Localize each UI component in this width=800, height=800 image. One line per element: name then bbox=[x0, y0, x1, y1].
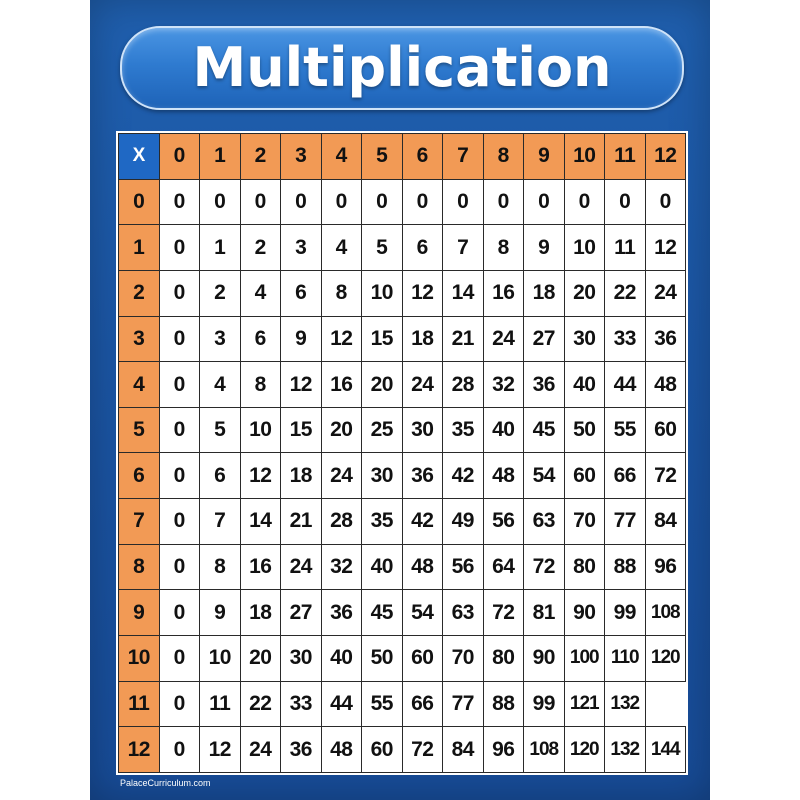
table-row bbox=[119, 727, 686, 773]
column-header: 1 bbox=[200, 134, 241, 180]
table-cell: 40 bbox=[564, 362, 605, 408]
table-cell: 10 bbox=[564, 225, 605, 271]
table-cell: 66 bbox=[402, 681, 443, 727]
table-cell: 40 bbox=[483, 407, 524, 453]
table-cell: 20 bbox=[362, 362, 403, 408]
table-row bbox=[119, 270, 686, 316]
table-cell: 5 bbox=[200, 407, 241, 453]
column-header: 6 bbox=[402, 134, 443, 180]
table-cell: 0 bbox=[605, 179, 646, 225]
table-cell: 120 bbox=[564, 727, 605, 773]
table-cell: 4 bbox=[200, 362, 241, 408]
table-cell: 1 bbox=[200, 225, 241, 271]
table-cell: 9 bbox=[200, 590, 241, 636]
table-cell: 66 bbox=[605, 453, 646, 499]
table-cell: 56 bbox=[443, 544, 484, 590]
row-header: 7 bbox=[119, 499, 160, 545]
row-header: 12 bbox=[119, 727, 160, 773]
table-cell: 45 bbox=[524, 407, 565, 453]
table-cell: 0 bbox=[483, 179, 524, 225]
table-cell: 56 bbox=[483, 499, 524, 545]
table-cell: 40 bbox=[362, 544, 403, 590]
table-cell: 50 bbox=[564, 407, 605, 453]
table-cell: 72 bbox=[645, 453, 686, 499]
table-cell: 0 bbox=[159, 590, 200, 636]
table-cell: 48 bbox=[483, 453, 524, 499]
table-cell: 35 bbox=[362, 499, 403, 545]
table-cell: 77 bbox=[605, 499, 646, 545]
table-cell: 21 bbox=[281, 499, 322, 545]
column-header: 4 bbox=[321, 134, 362, 180]
table-cell: 70 bbox=[564, 499, 605, 545]
table-cell: 60 bbox=[564, 453, 605, 499]
table-cell: 27 bbox=[281, 590, 322, 636]
table-cell: 49 bbox=[443, 499, 484, 545]
table-cell: 6 bbox=[200, 453, 241, 499]
table-cell: 110 bbox=[605, 636, 646, 682]
row-header: 11 bbox=[119, 681, 160, 727]
table-cell: 9 bbox=[524, 225, 565, 271]
row-header: 4 bbox=[119, 362, 160, 408]
table-cell: 42 bbox=[443, 453, 484, 499]
table-cell: 40 bbox=[321, 636, 362, 682]
table-cell: 64 bbox=[483, 544, 524, 590]
table-cell: 120 bbox=[645, 636, 686, 682]
table-cell: 99 bbox=[605, 590, 646, 636]
table-cell: 0 bbox=[159, 225, 200, 271]
row-header: 8 bbox=[119, 544, 160, 590]
table-cell: 70 bbox=[443, 636, 484, 682]
column-header: 12 bbox=[645, 134, 686, 180]
footer-credit: PalaceCurriculum.com bbox=[120, 778, 211, 788]
table-cell: 16 bbox=[483, 270, 524, 316]
column-header: 2 bbox=[240, 134, 281, 180]
table-cell: 24 bbox=[240, 727, 281, 773]
table-cell: 81 bbox=[524, 590, 565, 636]
column-header: 3 bbox=[281, 134, 322, 180]
table-cell: 36 bbox=[645, 316, 686, 362]
table-cell: 84 bbox=[443, 727, 484, 773]
table-cell: 0 bbox=[159, 544, 200, 590]
row-header: 1 bbox=[119, 225, 160, 271]
table-cell: 36 bbox=[524, 362, 565, 408]
table-row bbox=[119, 316, 686, 362]
table-cell: 48 bbox=[645, 362, 686, 408]
table-cell: 22 bbox=[605, 270, 646, 316]
row-header: 10 bbox=[119, 636, 160, 682]
table-cell: 88 bbox=[483, 681, 524, 727]
table-cell: 90 bbox=[524, 636, 565, 682]
table-cell: 0 bbox=[159, 316, 200, 362]
table-cell: 7 bbox=[443, 225, 484, 271]
table-cell: 15 bbox=[362, 316, 403, 362]
table-cell: 32 bbox=[483, 362, 524, 408]
table-cell: 84 bbox=[645, 499, 686, 545]
table-cell: 80 bbox=[564, 544, 605, 590]
row-header: 2 bbox=[119, 270, 160, 316]
multiplication-table bbox=[118, 133, 686, 773]
table-cell: 72 bbox=[524, 544, 565, 590]
row-header: 6 bbox=[119, 453, 160, 499]
table-cell: 48 bbox=[402, 544, 443, 590]
table-cell: 11 bbox=[200, 681, 241, 727]
column-header: 5 bbox=[362, 134, 403, 180]
table-frame bbox=[116, 131, 688, 775]
table-cell: 18 bbox=[281, 453, 322, 499]
table-cell: 20 bbox=[564, 270, 605, 316]
table-cell: 0 bbox=[159, 179, 200, 225]
table-cell: 14 bbox=[240, 499, 281, 545]
table-cell: 15 bbox=[281, 407, 322, 453]
table-row bbox=[119, 225, 686, 271]
table-cell: 60 bbox=[362, 727, 403, 773]
table-cell: 12 bbox=[645, 225, 686, 271]
table-cell: 6 bbox=[402, 225, 443, 271]
table-cell: 0 bbox=[524, 179, 565, 225]
table-cell: 132 bbox=[605, 727, 646, 773]
table-row bbox=[119, 453, 686, 499]
column-header: 8 bbox=[483, 134, 524, 180]
table-cell: 8 bbox=[321, 270, 362, 316]
table-cell: 36 bbox=[281, 727, 322, 773]
table-cell: 80 bbox=[483, 636, 524, 682]
table-cell: 24 bbox=[281, 544, 322, 590]
table-cell: 0 bbox=[240, 179, 281, 225]
table-cell: 90 bbox=[564, 590, 605, 636]
table-cell: 63 bbox=[443, 590, 484, 636]
table-cell: 21 bbox=[443, 316, 484, 362]
table-cell: 12 bbox=[281, 362, 322, 408]
table-cell: 6 bbox=[281, 270, 322, 316]
table-cell: 50 bbox=[362, 636, 403, 682]
table-cell: 28 bbox=[443, 362, 484, 408]
table-cell: 36 bbox=[321, 590, 362, 636]
table-cell: 12 bbox=[321, 316, 362, 362]
table-cell: 18 bbox=[240, 590, 281, 636]
column-header: 7 bbox=[443, 134, 484, 180]
table-cell: 8 bbox=[240, 362, 281, 408]
table-cell: 20 bbox=[321, 407, 362, 453]
table-cell: 20 bbox=[240, 636, 281, 682]
table-cell: 44 bbox=[321, 681, 362, 727]
table-row bbox=[119, 681, 686, 727]
table-cell: 4 bbox=[321, 225, 362, 271]
row-header: 5 bbox=[119, 407, 160, 453]
table-cell: 60 bbox=[645, 407, 686, 453]
table-cell: 0 bbox=[443, 179, 484, 225]
table-cell: 0 bbox=[321, 179, 362, 225]
table-row bbox=[119, 499, 686, 545]
table-cell: 24 bbox=[645, 270, 686, 316]
column-header: 0 bbox=[159, 134, 200, 180]
column-header: 10 bbox=[564, 134, 605, 180]
table-cell: 108 bbox=[645, 590, 686, 636]
table-cell: 3 bbox=[200, 316, 241, 362]
page-title: Multiplication bbox=[192, 36, 612, 99]
table-cell: 0 bbox=[159, 727, 200, 773]
table-cell: 88 bbox=[605, 544, 646, 590]
table-cell: 55 bbox=[605, 407, 646, 453]
table-cell: 72 bbox=[483, 590, 524, 636]
table-cell: 32 bbox=[321, 544, 362, 590]
table-cell: 5 bbox=[362, 225, 403, 271]
column-header: 11 bbox=[605, 134, 646, 180]
column-header: 9 bbox=[524, 134, 565, 180]
table-cell: 54 bbox=[402, 590, 443, 636]
table-cell: 7 bbox=[200, 499, 241, 545]
table-row bbox=[119, 407, 686, 453]
table-cell: 25 bbox=[362, 407, 403, 453]
table-cell: 144 bbox=[645, 727, 686, 773]
table-cell: 18 bbox=[402, 316, 443, 362]
table-cell: 36 bbox=[402, 453, 443, 499]
table-cell: 35 bbox=[443, 407, 484, 453]
table-cell: 0 bbox=[159, 636, 200, 682]
table-cell: 30 bbox=[402, 407, 443, 453]
table-row bbox=[119, 636, 686, 682]
table-cell: 10 bbox=[200, 636, 241, 682]
table-cell: 0 bbox=[281, 179, 322, 225]
table-cell: 72 bbox=[402, 727, 443, 773]
table-cell: 12 bbox=[402, 270, 443, 316]
poster bbox=[90, 0, 710, 800]
table-cell: 2 bbox=[240, 225, 281, 271]
table-cell: 0 bbox=[159, 270, 200, 316]
title-banner bbox=[120, 26, 684, 110]
table-cell: 6 bbox=[240, 316, 281, 362]
table-cell: 11 bbox=[605, 225, 646, 271]
table-cell: 8 bbox=[483, 225, 524, 271]
table-row bbox=[119, 590, 686, 636]
table-cell: 99 bbox=[524, 681, 565, 727]
table-cell: 10 bbox=[362, 270, 403, 316]
table-cell: 44 bbox=[605, 362, 646, 408]
table-cell: 33 bbox=[605, 316, 646, 362]
table-cell: 4 bbox=[240, 270, 281, 316]
table-cell: 12 bbox=[200, 727, 241, 773]
row-header: 0 bbox=[119, 179, 160, 225]
table-cell: 30 bbox=[281, 636, 322, 682]
table-cell: 45 bbox=[362, 590, 403, 636]
table-cell: 30 bbox=[362, 453, 403, 499]
table-cell: 0 bbox=[402, 179, 443, 225]
table-cell: 14 bbox=[443, 270, 484, 316]
table-cell: 63 bbox=[524, 499, 565, 545]
table-cell: 0 bbox=[159, 407, 200, 453]
header-row bbox=[119, 134, 686, 180]
table-row bbox=[119, 362, 686, 408]
table-cell: 48 bbox=[321, 727, 362, 773]
table-cell: 77 bbox=[443, 681, 484, 727]
table-cell: 9 bbox=[281, 316, 322, 362]
table-cell: 0 bbox=[159, 453, 200, 499]
table-cell: 8 bbox=[200, 544, 241, 590]
table-cell: 96 bbox=[645, 544, 686, 590]
table-cell: 3 bbox=[281, 225, 322, 271]
table-cell: 55 bbox=[362, 681, 403, 727]
table-cell: 54 bbox=[524, 453, 565, 499]
table-cell: 16 bbox=[240, 544, 281, 590]
table-cell: 0 bbox=[159, 681, 200, 727]
table-cell: 28 bbox=[321, 499, 362, 545]
table-cell: 0 bbox=[645, 179, 686, 225]
table-cell: 30 bbox=[564, 316, 605, 362]
table-cell: 0 bbox=[159, 499, 200, 545]
table-cell: 0 bbox=[200, 179, 241, 225]
table-cell: 33 bbox=[281, 681, 322, 727]
table-cell: 24 bbox=[321, 453, 362, 499]
table-cell: 2 bbox=[200, 270, 241, 316]
table-cell: 16 bbox=[321, 362, 362, 408]
table-cell: 22 bbox=[240, 681, 281, 727]
table-cell: 0 bbox=[564, 179, 605, 225]
row-header: 9 bbox=[119, 590, 160, 636]
table-cell: 108 bbox=[524, 727, 565, 773]
table-cell: 12 bbox=[240, 453, 281, 499]
table-cell: 42 bbox=[402, 499, 443, 545]
corner-cell: X bbox=[119, 134, 160, 180]
table-cell: 0 bbox=[362, 179, 403, 225]
table-cell: 100 bbox=[564, 636, 605, 682]
table-cell: 24 bbox=[483, 316, 524, 362]
row-header: 3 bbox=[119, 316, 160, 362]
table-row bbox=[119, 544, 686, 590]
table-row bbox=[119, 179, 686, 225]
table-cell: 24 bbox=[402, 362, 443, 408]
table-cell: 10 bbox=[240, 407, 281, 453]
table-cell: 96 bbox=[483, 727, 524, 773]
table-cell: 60 bbox=[402, 636, 443, 682]
table-cell: 27 bbox=[524, 316, 565, 362]
table-cell: 0 bbox=[159, 362, 200, 408]
table-cell: 121 bbox=[564, 681, 605, 727]
table-cell: 18 bbox=[524, 270, 565, 316]
table-cell: 132 bbox=[605, 681, 646, 727]
